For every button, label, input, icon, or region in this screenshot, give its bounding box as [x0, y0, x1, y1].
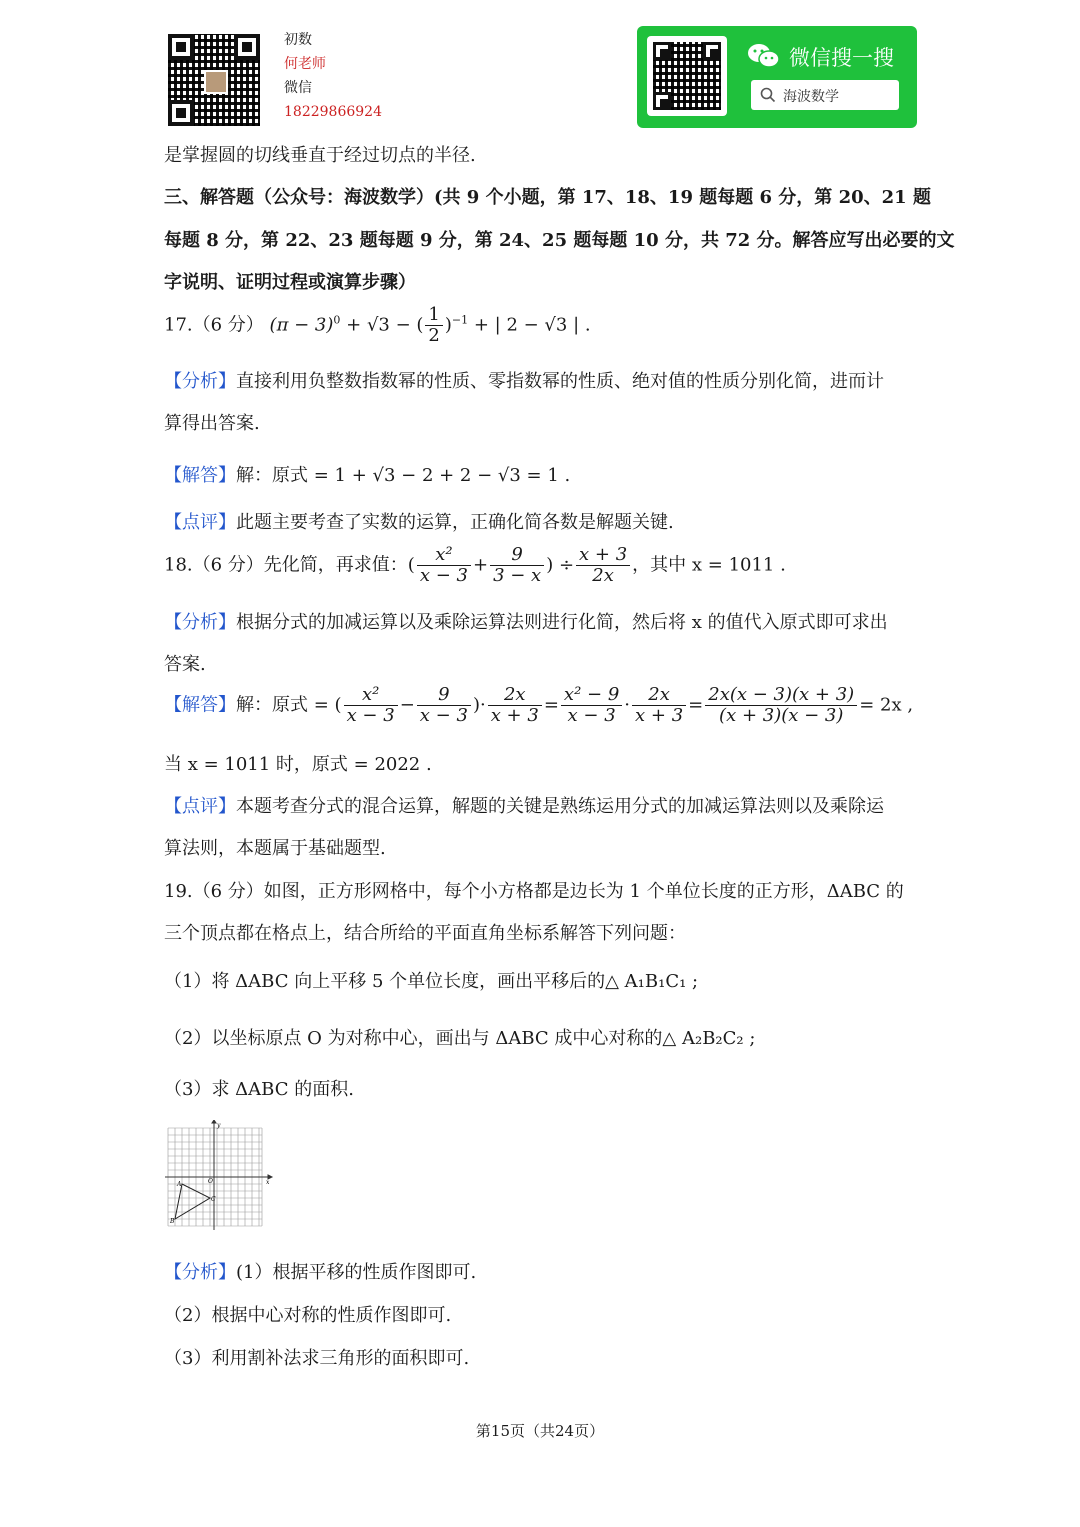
- avatar: [204, 70, 228, 94]
- q18-e-den: x + 3: [635, 705, 684, 726]
- q17-analysis-line-1: [164, 367, 884, 393]
- teacher-name: 何老师: [284, 56, 326, 72]
- q18-frac-2: [490, 545, 544, 586]
- q18-ans-frac-f: [705, 685, 857, 726]
- q19-analysis-line-3: （3）利用割补法求三角形的面积即可.: [164, 1348, 470, 1369]
- q18-b-den: x − 3: [419, 705, 468, 726]
- q18-e-num: 2x: [632, 685, 686, 706]
- question-18: [164, 545, 786, 586]
- wechat-qr-code: [653, 42, 721, 110]
- q19-line-1: 19.（6 分）如图，正方形网格中，每个小方格都是边长为 1 个单位长度的正方形，ΔABC 的: [164, 881, 904, 902]
- q18-ans-dot2: ·: [624, 694, 631, 716]
- q17-comment-text: 此题主要考查了实数的运算，正确化简各数是解题关键.: [236, 512, 674, 533]
- q19-sub-3: （3）求 ΔABC 的面积.: [164, 1079, 354, 1100]
- q18-c-num: 2x: [488, 685, 542, 706]
- wechat-search-card[interactable]: [637, 26, 917, 128]
- q17-analysis-line-2: 算得出答案.: [164, 413, 260, 434]
- wechat-logo-icon: [747, 42, 781, 70]
- q19-analysis-line-1: [164, 1258, 476, 1284]
- q18-answer-lead: 解：原式 = (: [236, 694, 342, 716]
- comment-tag: 【点评】: [164, 796, 236, 817]
- q18-ans-frac-e: [632, 685, 686, 726]
- q18-b-num: 9: [417, 685, 471, 706]
- y-axis-label: y: [217, 1122, 221, 1129]
- q17-answer: [164, 461, 570, 487]
- coordinate-grid-figure: [164, 1120, 274, 1230]
- q18-a-num: x²: [344, 685, 398, 706]
- q17-prefix: 17.（6 分）: [164, 314, 264, 336]
- q19-sub-1: （1）将 ΔABC 向上平移 5 个单位长度，画出平移后的△ A₁B₁C₁ ;: [164, 971, 699, 992]
- wechat-search-box[interactable]: [751, 80, 899, 110]
- q17-expr-b: + √3 − (: [346, 314, 424, 336]
- q18-ans-frac-d: [561, 685, 622, 726]
- q18-plus: +: [472, 554, 489, 576]
- question-17: [164, 305, 591, 346]
- q18-prefix: 18.（6 分）先化简，再求值：(: [164, 554, 415, 576]
- section-heading-line-3: 字说明、证明过程或演算步骤）: [164, 272, 416, 293]
- q18-div: ) ÷: [546, 554, 575, 576]
- q17-fraction: [425, 305, 442, 346]
- wechat-search-text: 海波数学: [783, 89, 839, 105]
- answer-tag: 【解答】: [164, 465, 236, 486]
- q18-ans-frac-b: [417, 685, 471, 726]
- section-heading-line-2: 每题 8 分，第 22、23 题每题 9 分，第 24、25 题每题 10 分，共 72 分。解答应写出必要的文: [164, 230, 955, 251]
- q18-f-den: (x + 3)(x − 3): [719, 705, 844, 726]
- q18-frac-3: [576, 545, 630, 586]
- q18-analysis-line-2: 答案.: [164, 654, 206, 675]
- q19-line-2: 三个顶点都在格点上，结合所给的平面直角坐标系解答下列问题：: [164, 923, 686, 944]
- q18-answer: [164, 685, 913, 726]
- q18-ans-frac-a: [344, 685, 398, 726]
- q18-ans-eq2: =: [688, 694, 704, 716]
- wechat-title: 微信搜一搜: [789, 46, 894, 70]
- q18-analysis-text-1: 根据分式的加减运算以及乘除运算法则进行化简，然后将 x 的值代入原式即可求出: [236, 612, 888, 633]
- vertex-b-label: B: [170, 1218, 175, 1225]
- analysis-tag: 【分析】: [164, 1262, 236, 1283]
- answer-tag: 【解答】: [164, 694, 236, 716]
- q19-analysis-text-1: (1）根据平移的性质作图即可.: [236, 1262, 477, 1283]
- q18-f1-num: x²: [417, 545, 471, 566]
- q17-comment: [164, 508, 674, 534]
- section-heading-line-1: 三、解答题（公众号：海波数学）(共 9 个小题，第 17、18、19 题每题 6 分，第 20、21 题: [164, 187, 931, 208]
- wechat-qr-frame: [647, 36, 727, 116]
- q18-ans-frac-c: [488, 685, 542, 726]
- origin-label: O: [208, 1178, 213, 1185]
- q18-c-den: x + 3: [490, 705, 539, 726]
- q17-answer-text: 解：原式 = 1 + √3 − 2 + 2 − √3 = 1 .: [236, 465, 571, 486]
- q18-suffix: ，其中 x = 1011 .: [632, 554, 786, 576]
- axes: [165, 1120, 272, 1230]
- vertex-a-label: A: [177, 1181, 182, 1188]
- comment-tag: 【点评】: [164, 512, 236, 533]
- q17-analysis-text-1: 直接利用负整数指数幂的性质、零指数幂的性质、绝对值的性质分别化简，进而计: [236, 371, 884, 392]
- q18-f1-den: x − 3: [419, 565, 468, 586]
- q18-d-den: x − 3: [567, 705, 616, 726]
- teacher-qr-code: [168, 34, 260, 126]
- q18-a-den: x − 3: [346, 705, 395, 726]
- q18-ans-minus: −: [399, 694, 415, 716]
- q18-f2-den: 3 − x: [493, 565, 542, 586]
- q17-exp0: 0: [333, 313, 341, 327]
- q17-expr-c: ): [444, 314, 452, 336]
- q18-f-num: 2x(x − 3)(x + 3): [705, 685, 857, 706]
- analysis-tag: 【分析】: [164, 371, 236, 392]
- q18-answer-line-2: 当 x = 1011 时，原式 = 2022 .: [164, 754, 432, 775]
- q18-analysis-line-1: [164, 608, 888, 634]
- q17-expr-a: (π − 3): [269, 314, 334, 336]
- q18-comment-text-1: 本题考查分式的混合运算，解题的关键是熟练运用分式的加减运算法则以及乘除运: [236, 796, 884, 817]
- q17-frac-num: 1: [425, 305, 442, 326]
- q18-ans-tail: = 2x ,: [859, 694, 914, 716]
- q18-ans-eq1: =: [543, 694, 559, 716]
- triangle-abc: [175, 1184, 210, 1219]
- teacher-phone: 18229866924: [284, 104, 382, 120]
- q18-comment-line-1: [164, 792, 884, 818]
- x-axis-label: x: [266, 1179, 270, 1186]
- vertex-c-label: C: [211, 1196, 216, 1203]
- q19-analysis-line-2: （2）根据中心对称的性质作图即可.: [164, 1305, 452, 1326]
- q17-frac-den: 2: [428, 325, 440, 346]
- q18-f3-den: 2x: [592, 565, 614, 586]
- q17-expr-d: + | 2 − √3 | .: [473, 314, 591, 336]
- q18-f3-num: x + 3: [576, 545, 630, 566]
- q18-f2-num: 9: [490, 545, 544, 566]
- teacher-info: [284, 28, 382, 124]
- q18-ans-dot1: )·: [472, 694, 486, 716]
- teacher-line-1: 初数: [284, 32, 312, 48]
- q18-frac-1: [417, 545, 471, 586]
- search-icon: [760, 87, 776, 103]
- teacher-line-3: 微信: [284, 80, 312, 96]
- intro-line: 是掌握圆的切线垂直于经过切点的半径.: [164, 145, 476, 166]
- q17-exp-neg1: −1: [451, 313, 469, 327]
- page-footer: 第15页（共24页）: [475, 1422, 605, 1440]
- q18-comment-line-2: 算法则，本题属于基础题型.: [164, 838, 386, 859]
- q18-d-num: x² − 9: [561, 685, 622, 706]
- q19-sub-2: （2）以坐标原点 O 为对称中心，画出与 ΔABC 成中心对称的△ A₂B₂C₂ ;: [164, 1028, 756, 1049]
- analysis-tag: 【分析】: [164, 612, 236, 633]
